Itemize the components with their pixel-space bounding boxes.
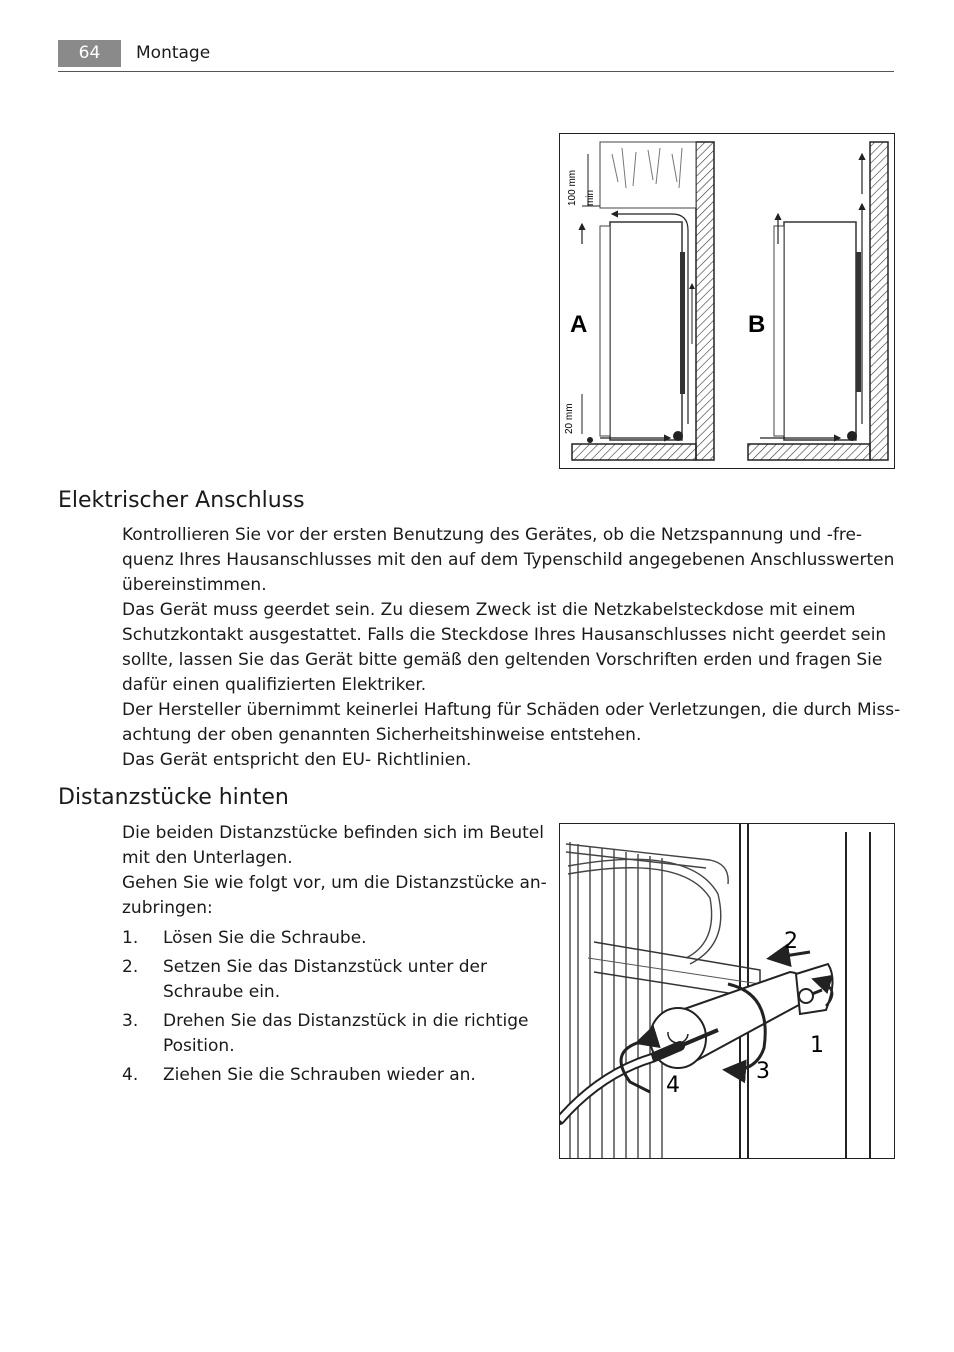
- ventilation-diagram-drawing: [560, 134, 894, 468]
- dim-20mm: 20 mm: [564, 403, 575, 434]
- electric-line: achtung der oben genannten Sicherheitshinweise entstehen.: [122, 725, 642, 745]
- step-text: Setzen Sie das Distanzstück unter der: [163, 957, 487, 977]
- steps-list: [122, 926, 529, 1092]
- electric-line: Kontrollieren Sie vor der ersten Benutzung des Gerätes, ob die Netzspannung und -fre-: [122, 525, 863, 545]
- step-text: Schraube ein.: [163, 982, 281, 1002]
- electric-line: Das Gerät entspricht den EU- Richtlinien.: [122, 750, 472, 770]
- ventilation-diagram: [559, 133, 895, 469]
- step-number: 1.: [122, 928, 139, 948]
- electric-line: sollte, lassen Sie das Gerät bitte gemäß den geltenden Vorschriften erden und fragen Sie: [122, 650, 883, 670]
- electric-line: dafür einen qualifizierten Elektriker.: [122, 675, 427, 695]
- callout-3: 3: [756, 1059, 770, 1084]
- page-number: 64: [58, 40, 121, 67]
- spacers-line: mit den Unterlagen.: [122, 848, 293, 868]
- dim-min: min: [585, 189, 596, 206]
- electric-line: Der Hersteller übernimmt keinerlei Haftung für Schäden oder Verletzungen, die durch Miss-: [122, 700, 901, 720]
- electric-line: übereinstimmen.: [122, 575, 267, 595]
- heading-spacers: Distanzstücke hinten: [58, 785, 289, 810]
- callout-2: 2: [784, 929, 798, 954]
- step-text: Drehen Sie das Distanzstück in die richtige: [163, 1011, 529, 1031]
- step-text: Ziehen Sie die Schrauben wieder an.: [163, 1065, 476, 1085]
- spacer-diagram: [559, 823, 895, 1159]
- step-number: 4.: [122, 1065, 139, 1085]
- step-item: [122, 955, 529, 1005]
- step-text: Position.: [163, 1036, 235, 1056]
- spacers-line: zubringen:: [122, 898, 213, 918]
- step-item: [122, 1063, 529, 1088]
- step-text: Lösen Sie die Schraube.: [163, 928, 367, 948]
- electric-line: quenz Ihres Hausanschlusses mit den auf dem Typenschild angegebenen Anschlusswerten: [122, 550, 895, 570]
- spacer-diagram-drawing: [560, 824, 894, 1158]
- callout-1: 1: [810, 1033, 824, 1058]
- electric-line: Schutzkontakt ausgestattet. Falls die Steckdose Ihres Hausanschlusses nicht geerdet sein: [122, 625, 887, 645]
- step-number: 2.: [122, 957, 139, 977]
- spacers-line: Die beiden Distanzstücke befinden sich im Beutel: [122, 823, 544, 843]
- page-header: [58, 40, 894, 72]
- callout-4: 4: [666, 1073, 680, 1098]
- electric-paragraph: [122, 523, 900, 773]
- step-item: [122, 1009, 529, 1059]
- dim-100mm: 100 mm: [567, 169, 578, 206]
- spacers-line: Gehen Sie wie folgt vor, um die Distanzstücke an-: [122, 873, 547, 893]
- step-number: 3.: [122, 1011, 139, 1031]
- section-title: Montage: [136, 43, 211, 63]
- heading-electric: Elektrischer Anschluss: [58, 488, 305, 513]
- label-b: B: [748, 311, 766, 338]
- spacers-paragraph: [122, 821, 547, 921]
- label-a: A: [570, 311, 588, 338]
- electric-line: Das Gerät muss geerdet sein. Zu diesem Zweck ist die Netzkabelsteckdose mit einem: [122, 600, 856, 620]
- step-item: [122, 926, 529, 951]
